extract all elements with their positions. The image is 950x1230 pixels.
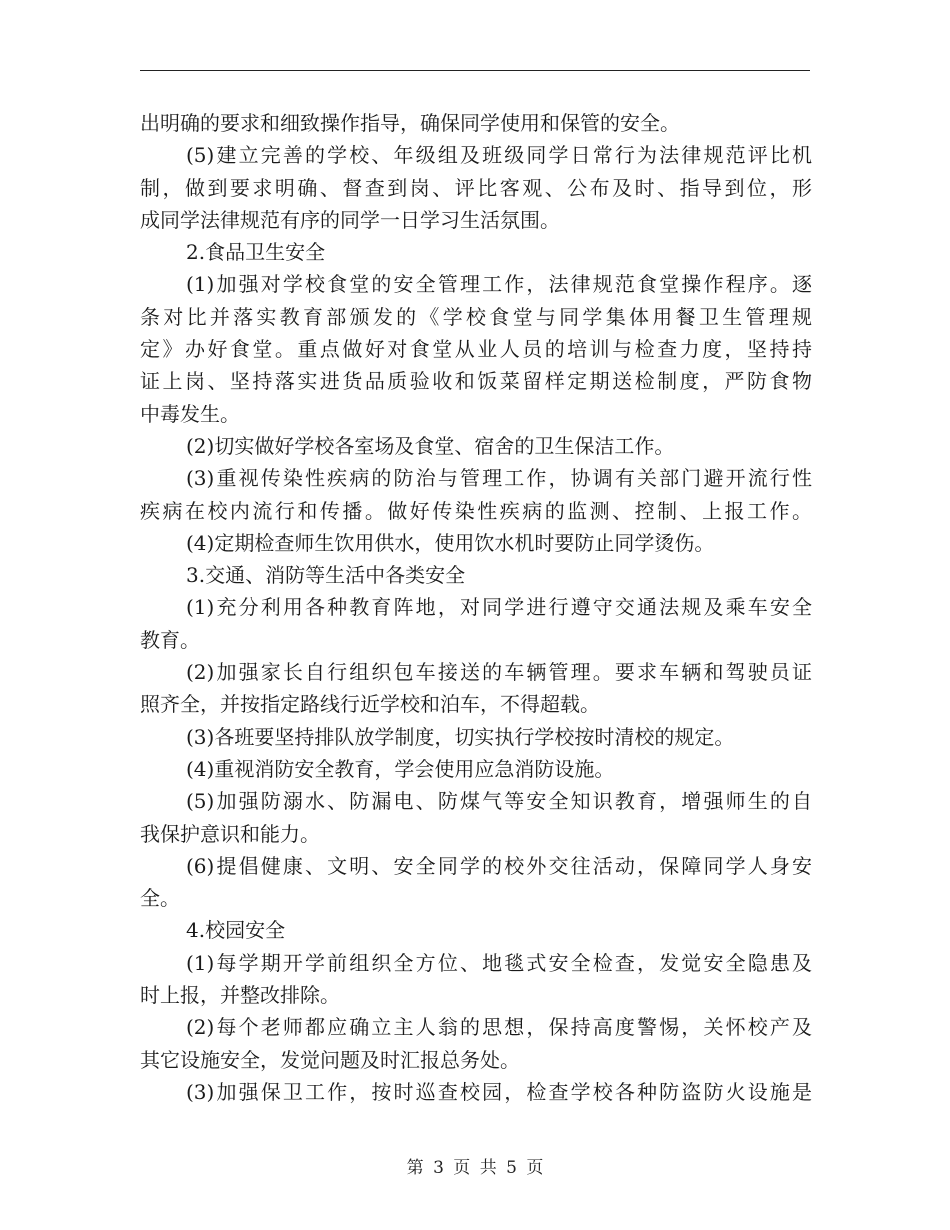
text-line: 我保护意识和能力。	[140, 821, 320, 846]
text-line: (2)切实做好学校各室场及食堂、宿舍的卫生保洁工作。	[186, 433, 675, 458]
text-line: (3)加强保卫工作，按时巡查校园，检查学校各种防盗防火设施是	[186, 1079, 812, 1104]
text-line: (5)加强防溺水、防漏电、防煤气等安全知识教育，增强师生的自	[186, 789, 812, 814]
text-line: (3)各班要坚持排队放学制度，切实执行学校按时清校的规定。	[186, 724, 735, 749]
page-footer: 第 3 页 共 5 页	[406, 1158, 544, 1178]
text-line: 证上岗、坚持落实进货品质验收和饭菜留样定期送检制度，严防食物	[140, 369, 812, 394]
text-line: (1)充分利用各种教育阵地，对同学进行遵守交通法规及乘车安全	[186, 595, 812, 620]
text-line: 教育。	[140, 627, 200, 652]
text-line: 其它设施安全，发觉问题及时汇报总务处。	[140, 1047, 520, 1072]
text-line: (2)每个老师都应确立主人翁的思想，保持高度警惕，关怀校产及	[186, 1015, 812, 1040]
text-line: 照齐全，并按指定路线行近学校和泊车，不得超载。	[140, 692, 600, 717]
document-body	[140, 107, 812, 1108]
text-line: 时上报，并整改排除。	[140, 983, 340, 1008]
text-line: 定》办好食堂。重点做好对食堂从业人员的培训与检查力度，坚持持	[140, 337, 812, 362]
text-line: (4)重视消防安全教育，学会使用应急消防设施。	[186, 756, 615, 781]
header-rule	[140, 70, 810, 71]
text-line: 3.交通、消防等生活中各类安全	[186, 563, 466, 588]
text-line: (2)加强家长自行组织包车接送的车辆管理。要求车辆和驾驶员证	[186, 660, 812, 685]
text-line: (1)每学期开学前组织全方位、地毯式安全检查，发觉安全隐患及	[186, 950, 812, 975]
text-line: 成同学法律规范有序的同学一日学习生活氛围。	[140, 207, 560, 232]
text-line: (6)提倡健康、文明、安全同学的校外交往活动，保障同学人身安	[186, 853, 812, 878]
text-line: (3)重视传染性疾病的防治与管理工作，协调有关部门避开流行性	[186, 466, 812, 491]
text-line: 疾病在校内流行和传播。做好传染性疾病的监测、控制、上报工作。	[140, 498, 812, 523]
text-line: 4.校园安全	[186, 918, 286, 943]
text-line: (1)加强对学校食堂的安全管理工作，法律规范食堂操作程序。逐	[186, 272, 812, 297]
text-line: 全。	[140, 886, 180, 911]
text-line: 出明确的要求和细致操作指导，确保同学使用和保管的安全。	[140, 111, 680, 135]
text-line: (5)建立完善的学校、年级组及班级同学日常行为法律规范评比机	[186, 143, 812, 168]
text-line: (4)定期检查师生饮用供水，使用饮水机时要防止同学烫伤。	[186, 530, 715, 555]
text-line: 2.食品卫生安全	[186, 240, 326, 265]
text-line: 条对比并落实教育部颁发的《学校食堂与同学集体用餐卫生管理规	[140, 304, 812, 329]
text-line: 制，做到要求明确、督查到岗、评比客观、公布及时、指导到位，形	[140, 175, 812, 200]
text-line: 中毒发生。	[140, 401, 240, 426]
